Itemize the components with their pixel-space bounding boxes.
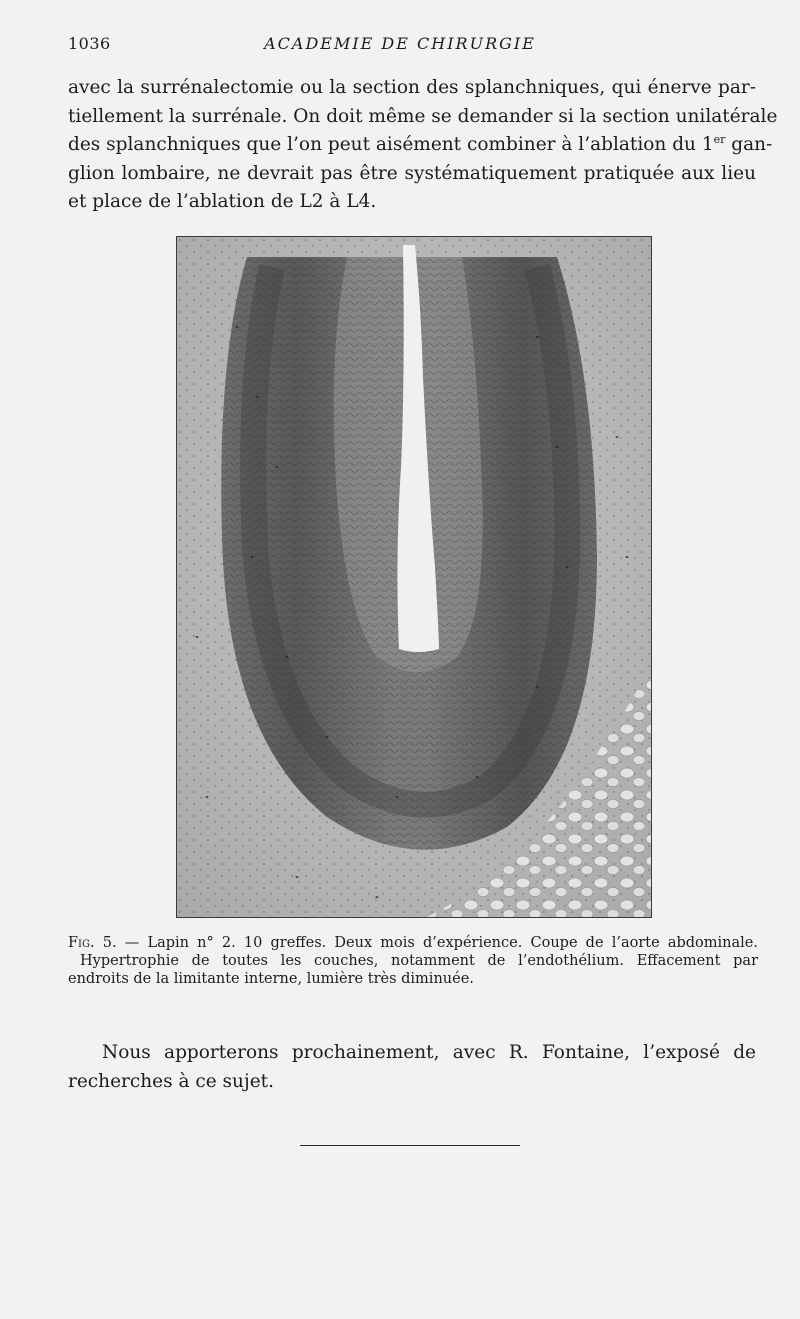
top-paragraph <box>68 74 778 217</box>
figure-image <box>176 236 652 918</box>
text-line: Nous apporterons prochainement, avec R. Fontaine, l’exposé de <box>102 1042 756 1063</box>
text-line: tiellement la surrénale. On doit même se demander si la section unilatérale <box>68 105 778 127</box>
text-line: et place de l’ablation de L2 à L4. <box>68 191 377 212</box>
histology-section-image <box>177 237 651 917</box>
caption-line: endroits de la limitante interne, lumière très diminuée. <box>68 971 474 987</box>
running-head: ACADEMIE DE CHIRURGIE <box>264 34 536 53</box>
figure-caption <box>68 934 758 988</box>
text-line <box>68 131 773 160</box>
caption-label: Fig. 5. <box>68 935 117 951</box>
text-line-part: gan- <box>725 134 773 155</box>
section-divider <box>300 1145 520 1146</box>
page-number: 1036 <box>68 34 111 53</box>
caption-text: — Lapin n° 2. 10 greffes. Deux mois d’expérience. Coupe de l’aorte abdominale. <box>116 935 758 951</box>
text-line: avec la surrénalectomie ou la section des splanchniques, qui énerve par- <box>68 77 756 98</box>
bottom-paragraph <box>68 1039 756 1096</box>
caption-line: Hypertrophie de toutes les couches, notamment de l’endothélium. Effacement par <box>80 953 758 969</box>
text-line-part: des splanchniques que l’on peut aisément combiner à l’ablation du 1 <box>68 134 714 155</box>
caption-line <box>68 934 758 952</box>
text-line: recherches à ce sujet. <box>68 1070 274 1092</box>
text-line: glion lombaire, ne devrait pas être systématiquement pratiquée aux lieu <box>68 162 756 184</box>
superscript: er <box>713 133 726 146</box>
